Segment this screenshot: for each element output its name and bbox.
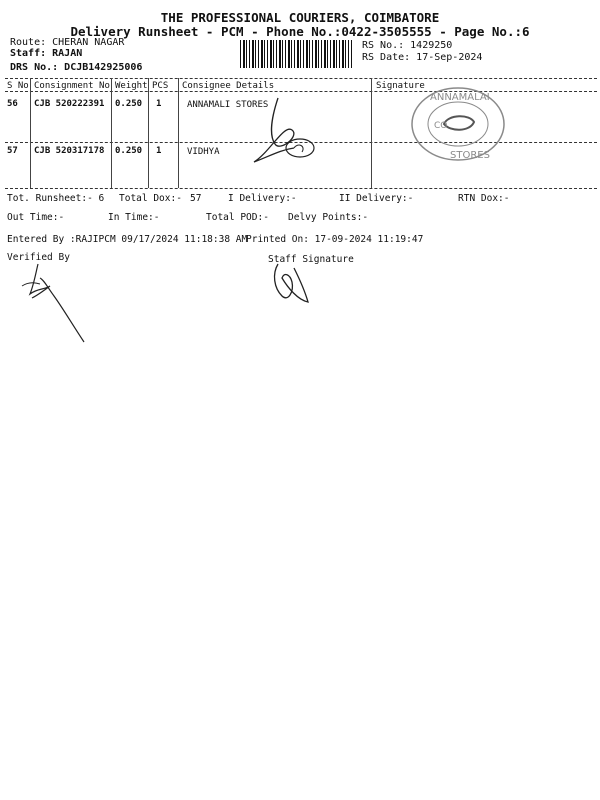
column-header-consignment: Consignment No	[34, 81, 110, 91]
delvy-points: Delvy Points:-	[288, 212, 369, 223]
row-pcs: 1	[156, 99, 162, 109]
stamp-bottom-text: STORES	[450, 150, 490, 161]
column-header-sno: S No	[7, 81, 29, 91]
table-top-rule	[5, 78, 597, 79]
row-weight: 0.250	[115, 146, 143, 156]
column-header-consignee: Consignee Details	[182, 81, 275, 91]
handwritten-signature-verified	[14, 258, 104, 350]
drs-number: DRS No.: DCJB142925006	[10, 62, 143, 73]
barcode	[240, 40, 352, 68]
route-label: Route: CHERAN NAGAR	[10, 37, 125, 48]
col-divider	[148, 78, 149, 188]
col-divider	[30, 78, 31, 188]
company-title: THE PROFESSIONAL COURIERS, COIMBATORE	[160, 10, 440, 25]
handwritten-signature-consignee	[240, 92, 330, 172]
total-dox-label: Total Dox:-	[119, 193, 182, 204]
row-consignee: VIDHYA	[187, 147, 220, 157]
rs-date: RS Date: 17-Sep-2024	[362, 52, 483, 63]
stamp-middle-text: CO	[434, 121, 448, 131]
total-pod: Total POD:-	[206, 212, 269, 223]
table-bottom-rule	[5, 188, 597, 189]
handwritten-signature-staff	[268, 258, 328, 308]
rtn-dox: RTN Dox:-	[458, 193, 510, 204]
col-divider	[178, 78, 179, 188]
verified-by-label: Verified By	[7, 252, 70, 263]
i-delivery: I Delivery:-	[228, 193, 297, 204]
row-consignment: CJB 520222391	[34, 99, 105, 109]
column-header-signature: Signature	[376, 81, 425, 91]
row-consignee: ANNAMALI STORES	[187, 100, 269, 110]
row-consignment: CJB 520317178	[34, 146, 105, 156]
tot-runsheet: Tot. Runsheet:- 6	[7, 193, 105, 204]
total-dox-value: 57	[190, 193, 202, 204]
staff-label: Staff: RAJAN	[10, 48, 83, 59]
column-header-weight: Weight	[115, 81, 148, 91]
company-stamp	[408, 84, 508, 164]
row-sno: 56	[7, 99, 18, 109]
ii-delivery: II Delivery:-	[339, 193, 414, 204]
col-divider	[371, 78, 372, 188]
in-time: In Time:-	[108, 212, 160, 223]
staff-signature-label: Staff Signature	[268, 254, 354, 265]
entered-by: Entered By :RAJIPCM 09/17/2024 11:18:38 AM	[7, 234, 248, 245]
column-header-pcs: PCS	[152, 81, 169, 91]
rs-number: RS No.: 1429250	[362, 40, 453, 51]
runsheet-title: Delivery Runsheet - PCM - Phone No.:0422-3505555 - Page No.:6	[70, 24, 530, 39]
col-divider	[111, 78, 112, 188]
out-time: Out Time:-	[7, 212, 65, 223]
stamp-top-text: ANNAMALAI	[430, 92, 490, 103]
row-weight: 0.250	[115, 99, 143, 109]
printed-on: Printed On: 17-09-2024 11:19:47	[246, 234, 424, 245]
row-sno: 57	[7, 146, 18, 156]
row-pcs: 1	[156, 146, 162, 156]
